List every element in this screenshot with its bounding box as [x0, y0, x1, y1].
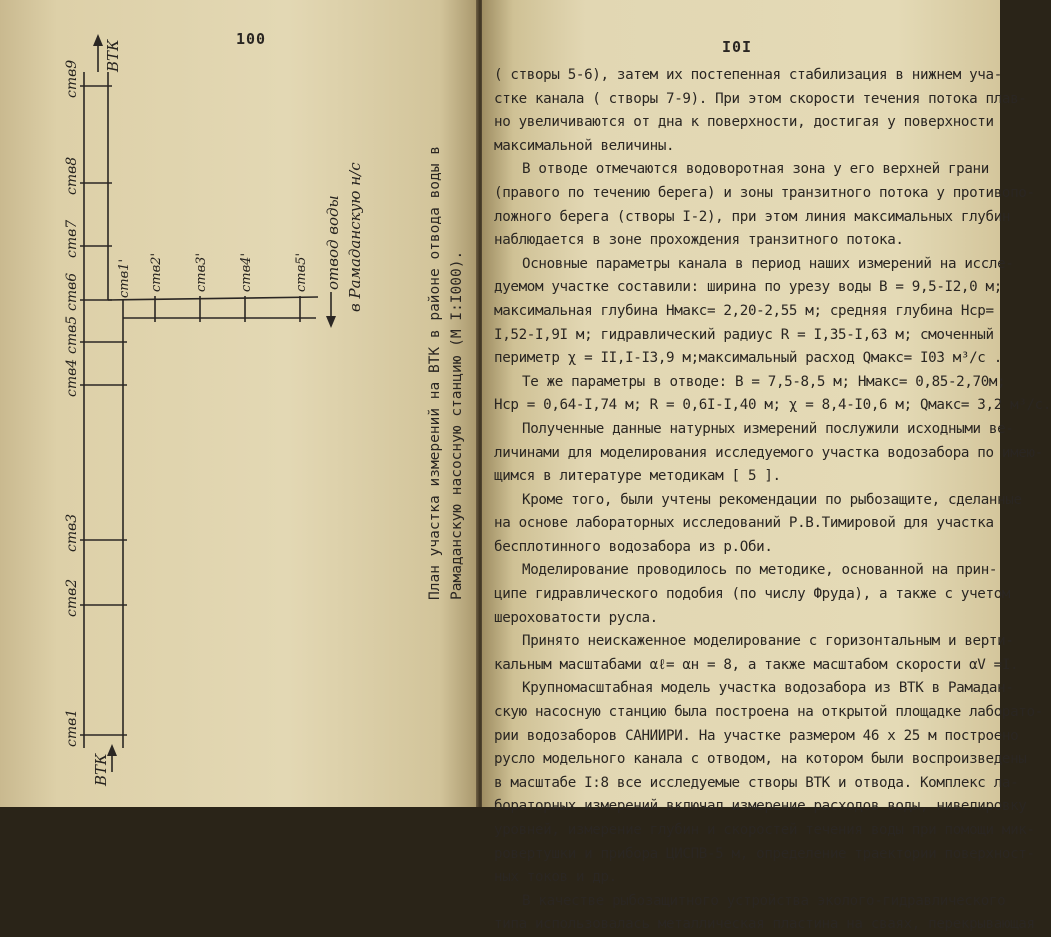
branch-label-line2: в Рамаданскую н/с: [346, 162, 364, 312]
paragraph: [494, 64, 1027, 158]
paragraph: [494, 253, 1014, 371]
text-line: наблюдается в зоне прохождения транзитного потока.: [494, 232, 904, 249]
branch-station-label-4: ств4': [239, 252, 254, 292]
station-label-7: ств7: [64, 219, 80, 258]
text-line: Принято неискаженное моделирование с горизонтальным и верти-: [522, 633, 1014, 650]
caption-line-2: Рамаданскую насосную станцию (М I:I000).: [449, 250, 465, 600]
branch-upper-bank: [108, 297, 318, 300]
text-line: щимся в литературе методикам [ 5 ].: [494, 468, 781, 485]
branch-station-label-5: ств5': [294, 252, 309, 292]
branch-station-label-2: ств2': [149, 252, 164, 292]
station-label-1: ств1: [64, 708, 80, 747]
text-line: Крупномасштабная модель участка водозабора из ВТК в Рамадан-: [522, 680, 1014, 697]
text-line: типа использовалась металлическая пластина на сваях, перекрывающая: [494, 916, 1035, 933]
paragraph: [494, 890, 1035, 937]
text-line: ( створы 5-6), затем их постепенная стабилизация в нижнем уча-: [494, 67, 1002, 83]
text-line: Те же параметры в отводе: В = 7,5-8,5 м; Нмакс= 0,85-2,70м;: [522, 373, 1006, 390]
text-line: в масштабе I:8 все исследуемые створы ВТК и отвода. Комплекс ла-: [494, 774, 1019, 791]
text-line: Моделирование проводилось по методике, основанной на прин-: [522, 562, 998, 579]
text-line: стке канала ( створы 7-9). При этом скорости течения потока плав-: [494, 90, 1027, 107]
body-text: [494, 64, 1051, 937]
text-line: Основные параметры канала в период наших измерений на иссле-: [522, 255, 1014, 272]
station-label-3: ств3: [64, 513, 80, 552]
text-line: Полученные данные натурных измерений послужили исходными ве-: [522, 420, 1014, 437]
text-line: В отводе отмечаются водоворотная зона у его верхней грани: [522, 161, 989, 178]
text-line: дуемом участке составили: ширина по урезу воды В = 9,5-I2,0 м;: [494, 279, 1002, 296]
text-line: бесплотинного водозабора из р.Оби.: [494, 538, 773, 555]
station-label-6: ств6: [64, 272, 80, 311]
bottom-vtk-label: ВТК: [92, 753, 110, 786]
right-page-number: I0I: [722, 38, 753, 56]
text-line: ципе гидравлического подобия (по числу Фруда), а также с учетом: [494, 586, 1011, 603]
text-line: скую насосную станцию была построена на открытой площадке лаборато-: [494, 704, 1043, 721]
text-line: на основе лабораторных исследований Р.В.Тимировой для участка: [494, 515, 994, 532]
text-line: I,52-I,9I м; гидравлический радиус R = I,35-I,63 м; смоченный: [494, 326, 994, 343]
branch-arrowhead-icon: [326, 316, 336, 328]
text-line: личинами для моделирования исследуемого участка водозабора по имею-: [494, 444, 1043, 461]
station-label-9: ств9: [64, 59, 80, 98]
paragraph: [494, 371, 1051, 418]
branch-label-line1: отвод воды: [324, 195, 342, 290]
text-line: В качестве рыбозащитного устройства эколого-гидравлического: [522, 892, 1006, 909]
station-label-5: ств5: [64, 315, 80, 354]
station-label-8: ств8: [64, 156, 80, 195]
branch-station-label-3: ств3': [194, 252, 209, 292]
left-page-number: 100: [236, 30, 267, 48]
text-line: (правого по течению берега) и зоны транзитного потока у противопо-: [494, 184, 1035, 201]
paragraph: [494, 559, 1011, 630]
station-label-2: ств2: [64, 578, 80, 617]
paragraph: [494, 677, 1043, 889]
text-line: уровней, измерение глубин и скоростей течения воды при помощи мик-: [494, 822, 1035, 838]
text-line: кальным масштабами αℓ= αн = 8, а также масштабом скорости αV =I.: [494, 656, 1019, 673]
paragraph: [494, 630, 1019, 677]
paragraph: [494, 158, 1035, 252]
text-line: Нср = 0,64-I,74 м; R = 0,6I-I,40 м; χ = 8,4-I0,6 м; Qмакс= 3,2 м³/с.: [494, 397, 1051, 414]
station-label-4: ств4: [64, 358, 80, 397]
top-arrowhead-icon: [93, 34, 103, 46]
text-line: ровертушки и прибора ЦИСПВ-5 м, определение траектории поверхност-: [494, 845, 1035, 862]
text-line: ложного берега (створы I-2), при этом линия максимальных глубин: [494, 208, 1011, 225]
text-line: русло модельного канала с отводом, на котором были воспроизведены: [494, 751, 1027, 768]
text-line: максимальная глубина Нмакс= 2,20-2,55 м; средняя глубина Нср=: [494, 302, 994, 319]
text-line: Кроме того, были учтены рекомендации по рыбозащите, сделанные: [522, 491, 1022, 508]
text-line: но увеличиваются от дна к поверхности, достигая у поверхности: [494, 114, 994, 131]
paragraph: [494, 489, 1022, 560]
top-vtk-label: ВТК: [104, 39, 122, 72]
branch-station-label-1: ств1': [117, 258, 132, 298]
paragraph: [494, 418, 1043, 489]
text-line: бораторных измерений включал измерение расходов воды, нивелировку: [494, 798, 1027, 815]
text-line: ных токов и др.: [494, 869, 617, 886]
text-line: шероховатости русла.: [494, 609, 658, 626]
text-line: максимальной величины.: [494, 137, 675, 154]
measurement-plan: [0, 0, 476, 807]
left-page: [0, 0, 478, 807]
text-line: периметр χ = II,I-I3,9 м;максимальный расход Qмакс= I03 м³/с .: [494, 350, 1002, 367]
text-line: рии водозаборов САНИИРИ. На участке размером 46 х 25 м построено: [494, 727, 1019, 744]
caption-line-1: План участка измерений на ВТК в районе отвода воды в: [427, 146, 443, 600]
